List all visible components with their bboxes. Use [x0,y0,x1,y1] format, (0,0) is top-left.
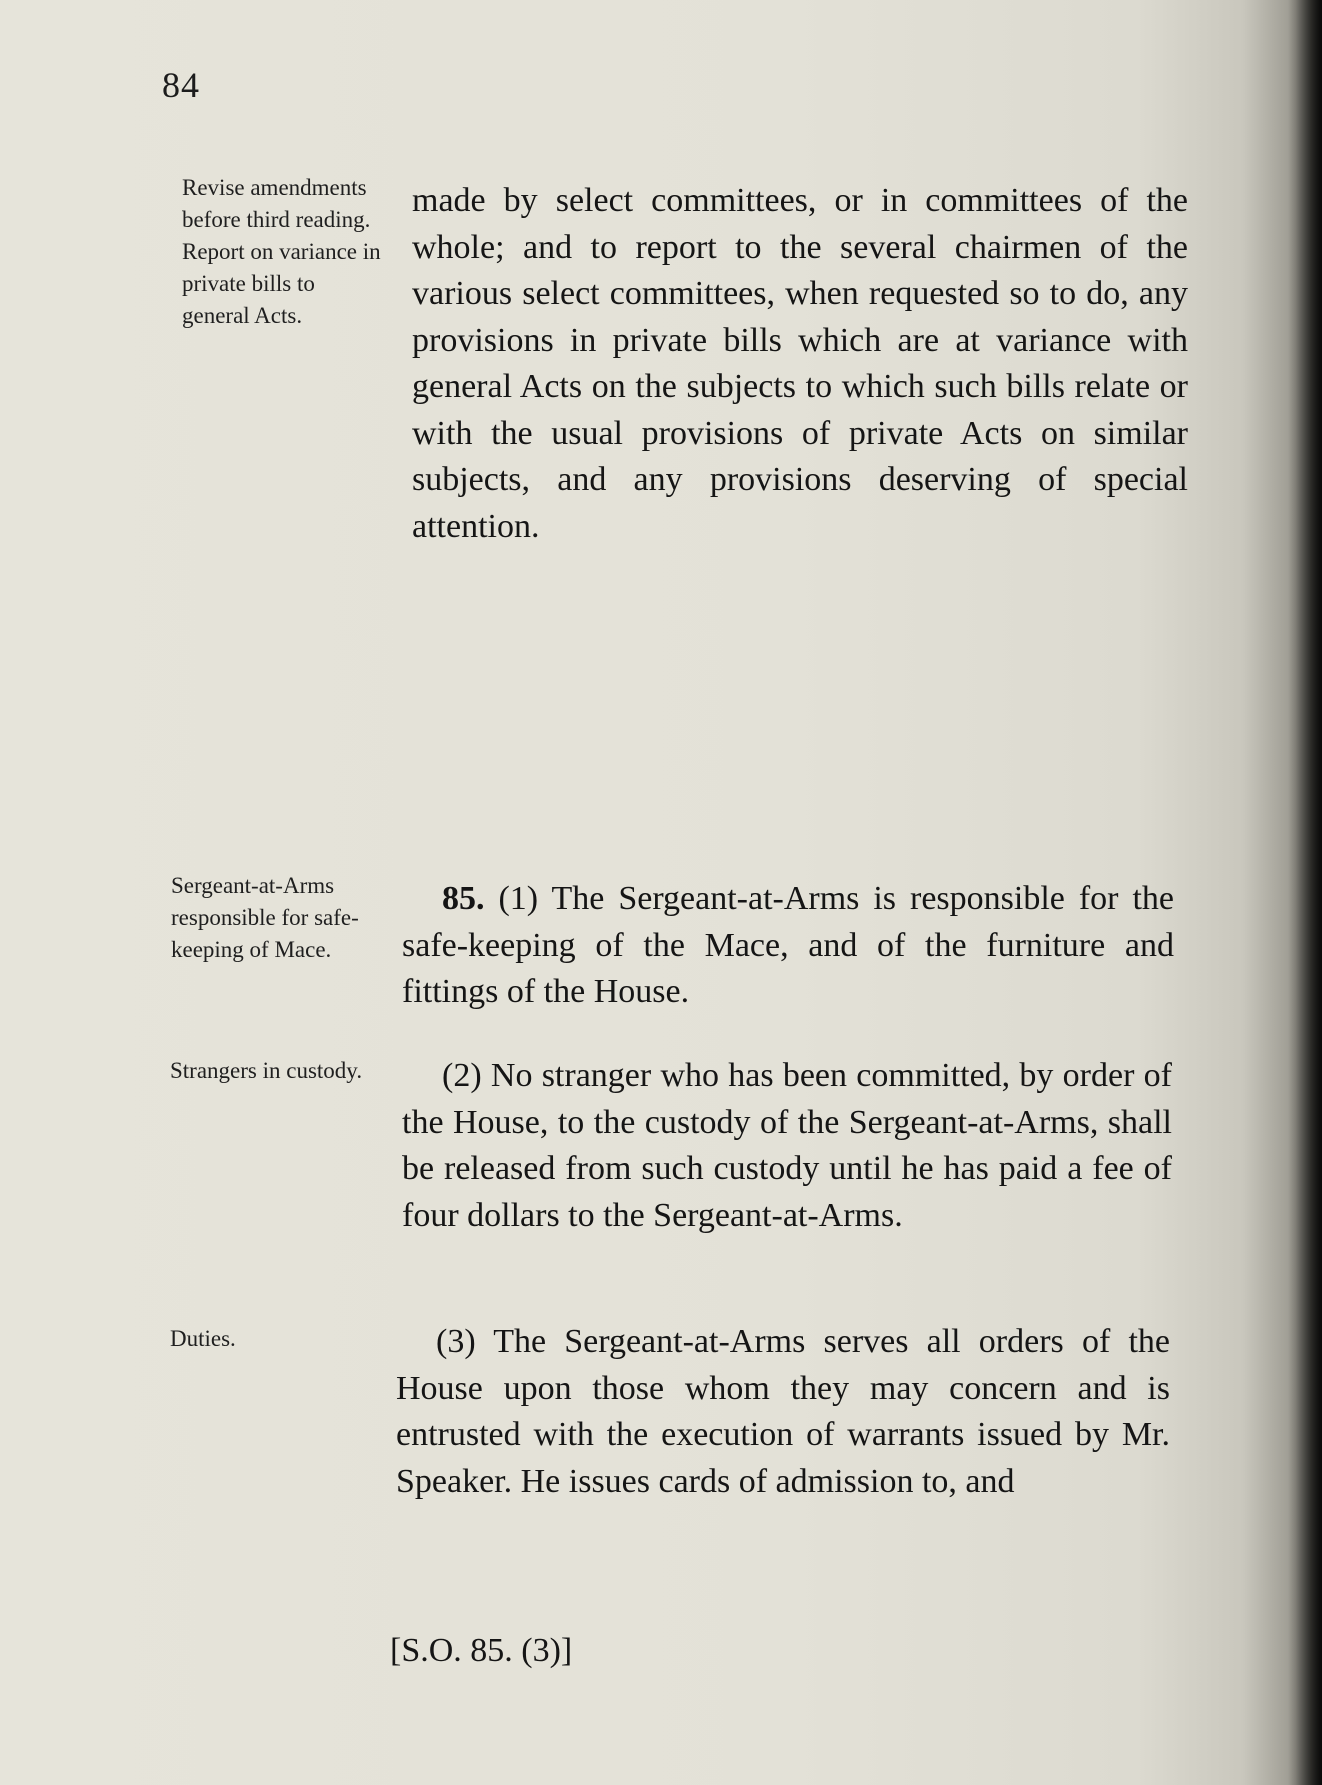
paragraph-85-3 [396,1319,1170,1505]
paragraph-text: (3) The Sergeant-at-Arms serves all orders of the House upon those whom they may concern and is entrusted with the execution of warrants issued by Mr. Speaker. He issues cards of admission to, and [396,1323,1170,1500]
paragraph-text: (1) The Sergeant-at-Arms is responsible for the safe-keeping of the Mace, and of the furniture and fittings of the House. [402,880,1175,1010]
paragraph-85-1 [402,876,1174,1016]
margin-note-duties: Duties. [170,1326,236,1351]
paragraph-continued [412,178,1188,550]
page-number: 84 [162,65,200,105]
footer-reference: [S.O. 85. (3)] [390,1632,573,1669]
margin-note-strangers-custody: Strangers in custody. [170,1058,363,1083]
section-number: 85. [442,880,485,917]
paragraph-85-2 [402,1053,1172,1239]
paragraph-text: made by select committees, or in committees of the whole; and to report to the several chairmen of the various select committees, when requested so to do, any provisions in private bills which are at variance with general Acts on the subjects to which such bills relate or with the usual provisions of private Acts on similar subjects, and any provisions deserving of special attention. [412,182,1188,545]
margin-note-sergeant-mace: Sergeant-at-Arms responsible for safe-keeping of Mace. [171,873,359,962]
page-edge-shadow [1288,0,1322,1785]
margin-note-revise-amendments: Revise amendments before third reading. Report on variance in private bills to general Acts. [182,175,381,328]
paragraph-text: (2) No stranger who has been committed, by order of the House, to the custody of the Sergeant-at-Arms, shall be released from such custody until he has paid a fee of four dollars to the Sergeant-at-Arms. [402,1057,1172,1234]
